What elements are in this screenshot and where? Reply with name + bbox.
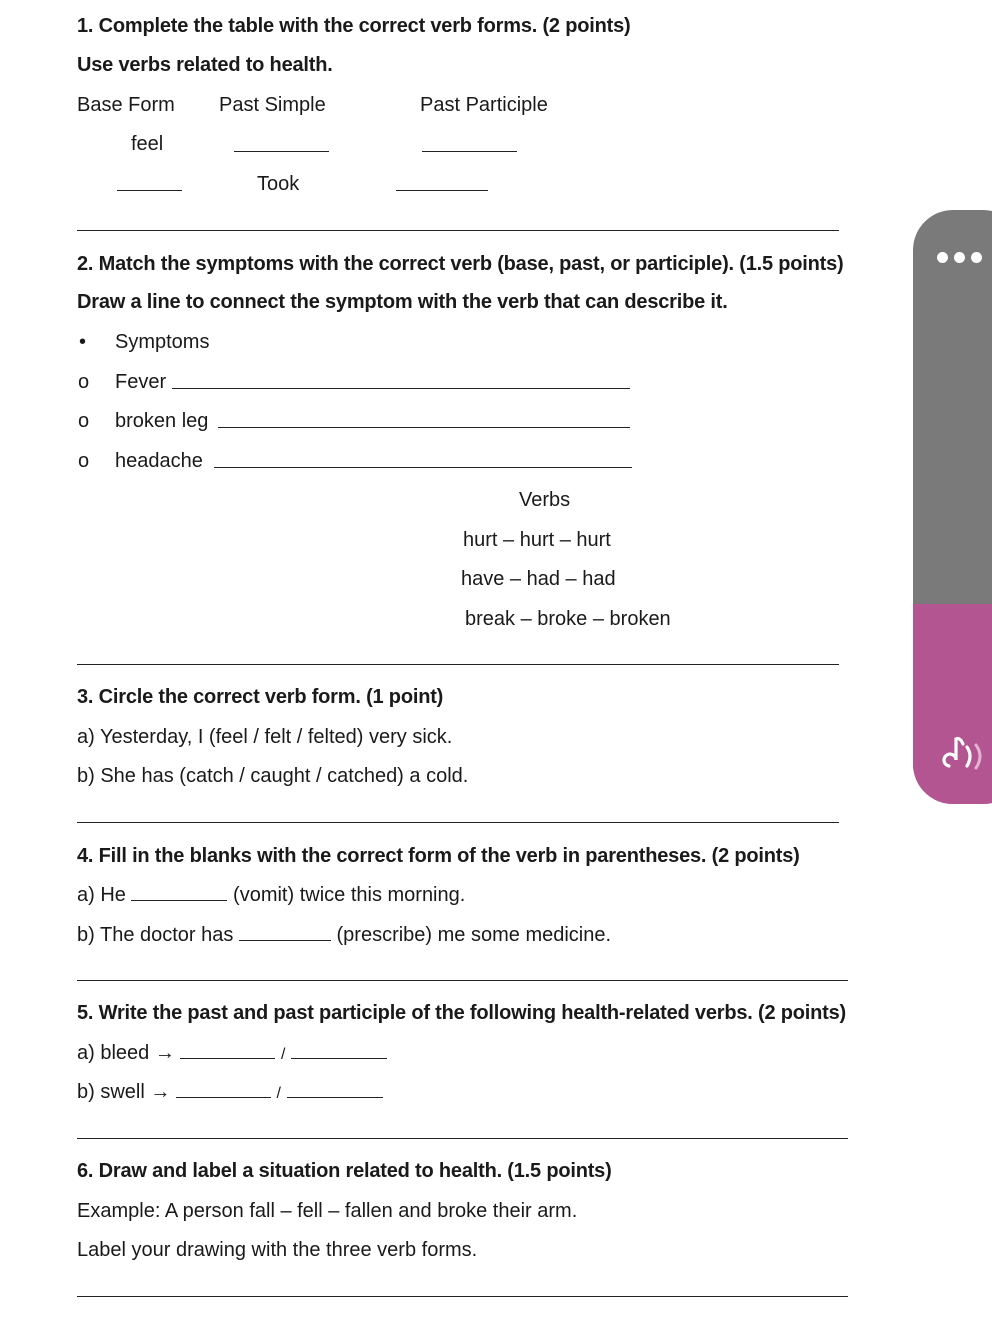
divider: [77, 1296, 848, 1297]
q5-title: 5. Write the past and past participle of the following health-related verbs. (2 points): [77, 1002, 847, 1024]
q5-item-a: [77, 1041, 387, 1067]
cell-took: Took: [257, 173, 300, 195]
sub-bullet-icon: o: [78, 371, 90, 393]
symptoms-heading: Symptoms: [115, 331, 210, 353]
q3-item-a: a) Yesterday, I (feel / felt / felted) very sick.: [77, 726, 453, 748]
slash-separator: /: [276, 1085, 281, 1102]
q5-b-participle-blank[interactable]: [287, 1080, 383, 1098]
q4-item-a: [77, 883, 465, 907]
verb-hurt: hurt – hurt – hurt: [463, 529, 611, 551]
q4-title: 4. Fill in the blanks with the correct form of the verb in parentheses. (2 points): [77, 845, 800, 867]
q5-b-past-blank[interactable]: [176, 1080, 271, 1098]
q4-b-prefix: b) The doctor has: [77, 924, 234, 946]
symptom-line[interactable]: [214, 467, 632, 468]
q4-item-b: [77, 923, 611, 947]
q5-a-past-blank[interactable]: [180, 1041, 275, 1059]
q5-a-prefix: a) bleed →: [77, 1042, 175, 1064]
q6-example: Example: A person fall – fell – fallen and broke their arm.: [77, 1200, 578, 1222]
q3-item-b: b) She has (catch / caught / catched) a cold.: [77, 765, 469, 787]
q4-a-suffix: (vomit) twice this morning.: [233, 884, 466, 906]
floating-side-widget[interactable]: [913, 210, 992, 804]
symptom-broken-leg: broken leg: [115, 410, 209, 432]
q6-title: 6. Draw and label a situation related to health. (1.5 points): [77, 1160, 612, 1182]
verb-have: have – had – had: [461, 568, 616, 590]
q4-a-prefix: a) He: [77, 884, 126, 906]
read-aloud-icon[interactable]: [935, 725, 992, 785]
q2-instruction: Draw a line to connect the symptom with the verb that can describe it.: [77, 291, 728, 313]
blank-feel-participle[interactable]: [422, 151, 517, 152]
divider: [77, 980, 848, 981]
sub-bullet-icon: o: [78, 410, 90, 432]
symptom-fever: Fever: [115, 371, 167, 393]
q3-title: 3. Circle the correct verb form. (1 point): [77, 686, 444, 708]
q4-b-suffix: (prescribe) me some medicine.: [336, 924, 612, 946]
q5-b-prefix: b) swell →: [77, 1081, 171, 1103]
divider: [77, 1138, 848, 1139]
q4-a-blank[interactable]: [131, 883, 227, 901]
q1-instruction: Use verbs related to health.: [77, 54, 333, 76]
sub-bullet-icon: o: [78, 450, 90, 472]
bullet-icon: •: [79, 331, 87, 353]
q1-title: 1. Complete the table with the correct verb forms. (2 points): [77, 15, 631, 37]
verbs-heading: Verbs: [519, 489, 571, 511]
blank-feel-past[interactable]: [234, 151, 329, 152]
q4-b-blank[interactable]: [239, 923, 331, 941]
blank-took-base[interactable]: [117, 190, 182, 191]
header-past-participle: Past Participle: [420, 94, 548, 116]
q5-item-b: [77, 1080, 383, 1106]
symptom-headache: headache: [115, 450, 203, 472]
verb-break: break – broke – broken: [465, 608, 671, 630]
slash-separator: /: [280, 1046, 286, 1063]
q6-label-instruction: Label your drawing with the three verb forms.: [77, 1239, 478, 1261]
symptom-line[interactable]: [218, 427, 630, 428]
cell-feel: feel: [131, 133, 164, 155]
more-options-icon[interactable]: [937, 252, 982, 263]
divider: [77, 664, 839, 665]
header-base-form: Base Form: [77, 94, 175, 116]
q2-title: 2. Match the symptoms with the correct verb (base, past, or participle). (1.5 points): [77, 253, 844, 275]
q5-a-participle-blank[interactable]: [291, 1041, 387, 1059]
divider: [77, 822, 839, 823]
divider: [77, 230, 839, 231]
blank-took-participle[interactable]: [396, 190, 488, 191]
header-past-simple: Past Simple: [219, 94, 326, 116]
symptom-line[interactable]: [172, 388, 630, 389]
